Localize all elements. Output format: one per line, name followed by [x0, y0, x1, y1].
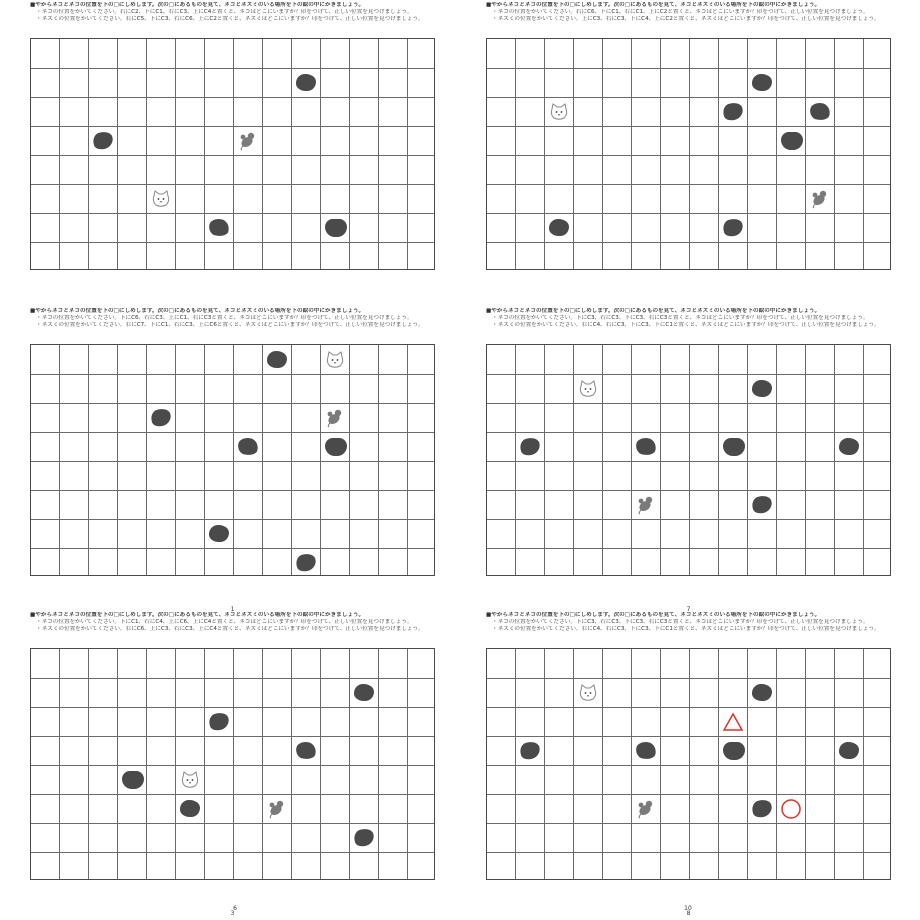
grid-line-horizontal [487, 736, 890, 737]
cat-icon [180, 771, 200, 793]
page-instructions [486, 308, 920, 330]
grid-line-horizontal [487, 765, 890, 766]
rock-icon [91, 129, 115, 151]
rock-icon [325, 438, 347, 456]
instruction-title: ■やからネコとネコの位置を下の□にしめします。次の□にあるものを見て、ネコとネズミのいる場所を下の絵の中にかきましょう。 [486, 308, 821, 314]
page-instructions [486, 612, 920, 634]
instruction-line: ・ネズミの位置をかいてください。右にC4、右にC3、下にC3、下にC1と置くと、ネズミはどこにいますか？印をつけて、正しい位置を見つけましょう。 [492, 322, 880, 329]
mouse-icon [636, 495, 656, 519]
grid-line-horizontal [487, 678, 890, 679]
grid-line-horizontal [487, 823, 890, 824]
grid-line-horizontal [31, 678, 434, 679]
instruction-line: ・ネコの位置をかいてください。下にC3、右にC3、下にC3、右にC3と置くと、ネコはどこにいますか？印をつけて、正しい位置を見つけましょう。 [492, 619, 869, 626]
instruction-line: ・ネズミの位置をかいてください。右にC4、右にC3、下にC3、下にC1と置くと、ネズミはどこにいますか？印をつけて、正しい位置を見つけましょう。 [492, 626, 880, 633]
page-instructions [486, 2, 920, 24]
grid-line-horizontal [487, 126, 890, 127]
grid-line-horizontal [31, 736, 434, 737]
instruction-line: ・ネコの位置をかいてください。右にC6、下にC1、右にC1、上にC2と置くと、ネコはどこにいますか？印をつけて、正しい位置を見つけましょう。 [492, 9, 869, 16]
page-number: 1 [230, 606, 235, 613]
grid-line-horizontal [31, 184, 434, 185]
grid-line-horizontal [31, 707, 434, 708]
puzzle-grid [486, 38, 891, 270]
instruction-title: ■やからネコとネコの位置を下の□にしめします。次の□にあるものを見て、ネコとネズミのいる場所を下の絵の中にかきましょう。 [30, 308, 365, 314]
grid-line-horizontal [487, 852, 890, 853]
worksheet-page-1 [30, 2, 440, 292]
instruction-line: ・ネズミの位置をかいてください。上にC3、右にC3、下にC4、上にC2と置くと、ネズミはどこにいますか？印をつけて、正しい位置を見つけましょう。 [492, 16, 880, 23]
puzzle-grid [486, 648, 891, 880]
rock-icon [122, 771, 144, 789]
page-instructions [30, 2, 470, 24]
grid-line-horizontal [487, 242, 890, 243]
rock-icon [294, 740, 317, 761]
instruction-line: ・ネズミの位置をかいてください。右にC7、下にC1、右にC3、上にC6と置くと、ネズミはどこにいますか？印をつけて、正しい位置を見つけましょう。 [36, 322, 424, 329]
rock-icon [296, 74, 316, 91]
grid-line-horizontal [31, 374, 434, 375]
page-number: 7 [686, 606, 691, 613]
rock-icon [752, 380, 772, 397]
rock-icon [209, 525, 229, 542]
instruction-title: ■やからネコとネコの位置を下の□にしめします。次の□にあるものを見て、ネコとネズミのいる場所を下の絵の中にかきましょう。 [486, 2, 821, 8]
rock-icon [808, 101, 831, 122]
cat-icon [578, 684, 598, 706]
rock-icon [752, 74, 772, 91]
cat-icon [578, 380, 598, 402]
grid-line-horizontal [31, 852, 434, 853]
rock-icon [518, 739, 542, 761]
grid-line-horizontal [31, 155, 434, 156]
rock-icon [723, 742, 745, 760]
instruction-line: ・ネコの位置をかいてください。下にC3、右にC3、下にC3、右にC3と置くと、ネコはどこにいますか？印をつけて、正しい位置を見つけましょう。 [492, 315, 869, 322]
mouse-icon [238, 131, 258, 155]
rock-icon [180, 800, 200, 817]
grid-line-horizontal [31, 432, 434, 433]
puzzle-grid [30, 344, 435, 576]
rock-icon [723, 438, 745, 456]
grid-line-horizontal [487, 213, 890, 214]
instruction-line: ・ネコの位置をかいてください。右にC2、下にC1、右にC3、上にC4と置くと、ネコはどこにいますか？印をつけて、正しい位置を見つけましょう。 [36, 9, 413, 16]
grid-line-horizontal [487, 97, 890, 98]
grid-line-horizontal [31, 519, 434, 520]
grid-line-horizontal [31, 490, 434, 491]
grid-line-horizontal [487, 432, 890, 433]
rock-icon [325, 219, 347, 237]
mouse-icon [325, 408, 345, 432]
triangle-mark-icon [722, 712, 744, 736]
grid-line-horizontal [487, 461, 890, 462]
worksheet-page-2 [486, 2, 896, 292]
grid-line-horizontal [31, 461, 434, 462]
grid-line-horizontal [31, 823, 434, 824]
page-instructions [30, 308, 470, 330]
worksheet-page-3 [30, 308, 440, 613]
instruction-line: ・ネコの位置をかいてください。下にC1、右にC4、上にC6、上にC4と置くと、ネコはどこにいますか？印をつけて、正しい位置を見つけましょう。 [36, 619, 413, 626]
worksheet-page-5 [30, 612, 440, 917]
puzzle-grid [486, 344, 891, 576]
grid-line-horizontal [31, 242, 434, 243]
rock-icon [839, 438, 859, 455]
page-number: 8 [686, 910, 691, 917]
rock-icon [750, 797, 774, 819]
grid-line-horizontal [31, 548, 434, 549]
cat-icon [325, 351, 345, 373]
grid-line-horizontal [31, 794, 434, 795]
mouse-icon [267, 799, 287, 823]
worksheet-page-4 [486, 308, 896, 613]
mouse-icon [636, 799, 656, 823]
rock-icon [839, 742, 859, 759]
grid-line-horizontal [31, 765, 434, 766]
grid-line-horizontal [487, 519, 890, 520]
rock-icon [294, 551, 318, 573]
grid-line-horizontal [31, 97, 434, 98]
rock-icon [635, 436, 658, 457]
circle-mark-icon [780, 798, 802, 824]
page-instructions [30, 612, 470, 634]
rock-icon [354, 684, 374, 701]
instruction-line: ・ネコの位置をかいてください。下にC6、右にC3、上にC1、右にC3と置くと、ネコはどこにいますか？印をつけて、正しい位置を見つけましょう。 [36, 315, 413, 322]
rock-icon [721, 100, 745, 122]
instruction-title: ■やからネコとネコの位置を下の□にしめします。次の□にあるものを見て、ネコとネズミのいる場所を下の絵の中にかきましょう。 [30, 2, 365, 8]
rock-icon [352, 826, 376, 848]
grid-line-horizontal [31, 126, 434, 127]
grid-line-horizontal [487, 155, 890, 156]
grid-line-horizontal [487, 374, 890, 375]
instruction-line: ・ネズミの位置をかいてください。右にC6、上にC3、右にC3、上にC4と置くと、ネズミはどこにいますか？印をつけて、正しい位置を見つけましょう。 [36, 626, 424, 633]
grid-line-horizontal [487, 68, 890, 69]
bottom-page-number-left: 6 [233, 905, 237, 912]
grid-line-horizontal [487, 403, 890, 404]
rock-icon [518, 435, 542, 457]
grid-line-horizontal [487, 184, 890, 185]
rock-icon [267, 351, 287, 368]
rock-icon [207, 710, 231, 732]
cat-icon [549, 103, 569, 125]
grid-line-horizontal [487, 490, 890, 491]
rock-icon [721, 216, 745, 238]
instruction-title: ■やからネコとネコの位置を下の□にしめします。次の□にあるものを見て、ネコとネズミのいる場所を下の絵の中にかきましょう。 [30, 612, 365, 618]
grid-line-horizontal [31, 403, 434, 404]
puzzle-grid [30, 648, 435, 880]
instruction-title: ■やからネコとネコの位置を下の□にしめします。次の□にあるものを見て、ネコとネズミのいる場所を下の絵の中にかきましょう。 [486, 612, 821, 618]
rock-icon [236, 436, 259, 457]
rock-icon [781, 132, 803, 150]
rock-icon [549, 219, 569, 236]
instruction-line: ・ネズミの位置をかいてください。右にC5、下にC3、右にC6、上にC2と置くと、ネズミはどこにいますか？印をつけて、正しい位置を見つけましょう。 [36, 16, 424, 23]
bottom-page-number-right: 10 [684, 905, 692, 912]
cat-icon [151, 190, 171, 212]
page-number: 3 [230, 910, 235, 917]
rock-icon [752, 684, 772, 701]
grid-line-horizontal [487, 707, 890, 708]
grid-line-horizontal [487, 548, 890, 549]
grid-line-horizontal [31, 213, 434, 214]
grid-line-horizontal [487, 794, 890, 795]
grid-line-horizontal [31, 68, 434, 69]
rock-icon [149, 406, 173, 428]
puzzle-grid [30, 38, 435, 270]
rock-icon [207, 217, 230, 238]
mouse-icon [810, 189, 830, 213]
rock-icon [750, 493, 774, 515]
rock-icon [635, 740, 658, 761]
